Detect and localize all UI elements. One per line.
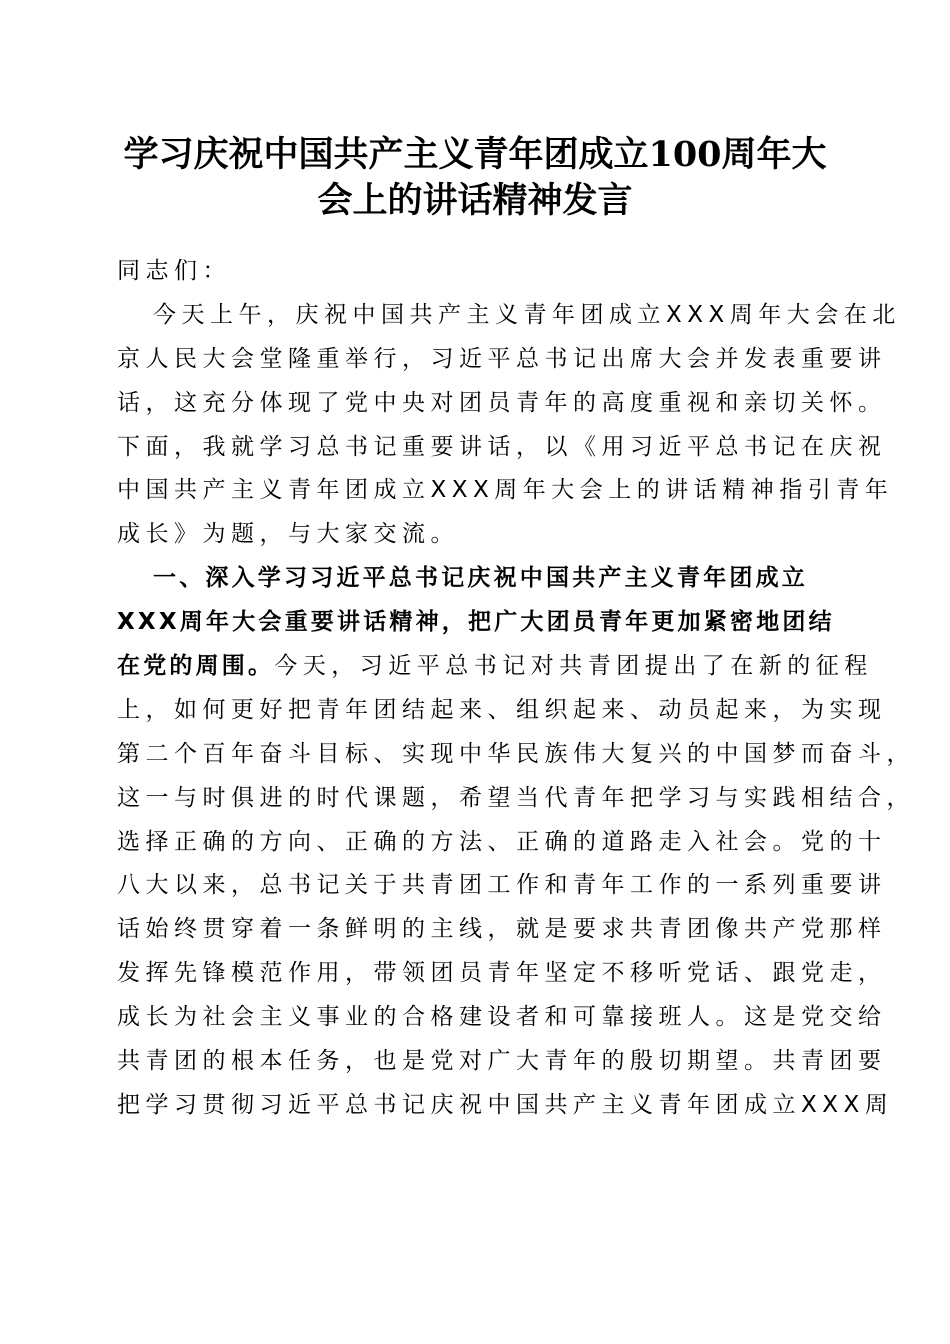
title-line-2: 会上的讲话精神发言	[317, 180, 633, 221]
paragraph-line: 京人民大会堂隆重举行，习近平总书记出席大会并发表重要讲	[117, 345, 887, 372]
section-heading-line: 一、深入学习习近平总书记庆祝中国共产主义青年团成立	[153, 565, 808, 592]
title-line-1: 学习庆祝中国共产主义青年团成立100周年大	[123, 134, 827, 175]
section-1	[117, 557, 915, 1128]
section-mixed-line	[117, 645, 873, 689]
paragraph-line: 这一与时俱进的时代课题，希望当代青年把学习与实践相结合，	[117, 784, 915, 811]
paragraph-line: 共青团的根本任务，也是党对广大青年的殷切期望。共青团要	[117, 1048, 887, 1075]
paragraph-line: 成长》为题，与大家交流。	[117, 521, 459, 548]
salutation: 同志们：	[117, 258, 231, 284]
paragraph-line: 下面，我就学习总书记重要讲话，以《用习近平总书记在庆祝	[117, 433, 887, 460]
paragraph-line: 今天上午，庆祝中国共产主义青年团成立XXX周年大会在北	[153, 301, 901, 328]
paragraph-line: 把学习贯彻习近平总书记庆祝中国共产主义青年团成立XXX周	[117, 1091, 894, 1118]
paragraph-line: 选择正确的方向、正确的方法、正确的道路走入社会。党的十	[117, 828, 887, 855]
paragraph-line: 中国共产主义青年团成立XXX周年大会上的讲话精神指引青年	[117, 477, 894, 504]
paragraph-line: 话始终贯穿着一条鲜明的主线，就是要求共青团像共产党那样	[117, 916, 887, 943]
document-title	[100, 132, 850, 224]
paragraph-line: 第二个百年奋斗目标、实现中华民族伟大复兴的中国梦而奋斗，	[117, 740, 915, 767]
document-body	[117, 250, 915, 1128]
paragraph-line: 发挥先锋模范作用，带领团员青年坚定不移听党话、跟党走，	[117, 960, 887, 987]
paragraph-line: 话，这充分体现了党中央对团员青年的高度重视和亲切关怀。	[117, 389, 887, 416]
paragraph-line: 上，如何更好把青年团结起来、组织起来、动员起来，为实现	[117, 696, 887, 723]
paragraph-intro	[117, 294, 901, 557]
section-heading-tail: 在党的周围。	[117, 653, 275, 680]
section-text-start: 今天，习近平总书记对共青团提出了在新的征程	[274, 653, 873, 680]
paragraph-line: 八大以来，总书记关于共青团工作和青年工作的一系列重要讲	[117, 872, 887, 899]
section-heading-line: XXX周年大会重要讲话精神，把广大团员青年更加紧密地团结	[117, 609, 835, 636]
paragraph-line: 成长为社会主义事业的合格建设者和可靠接班人。这是党交给	[117, 1004, 887, 1031]
